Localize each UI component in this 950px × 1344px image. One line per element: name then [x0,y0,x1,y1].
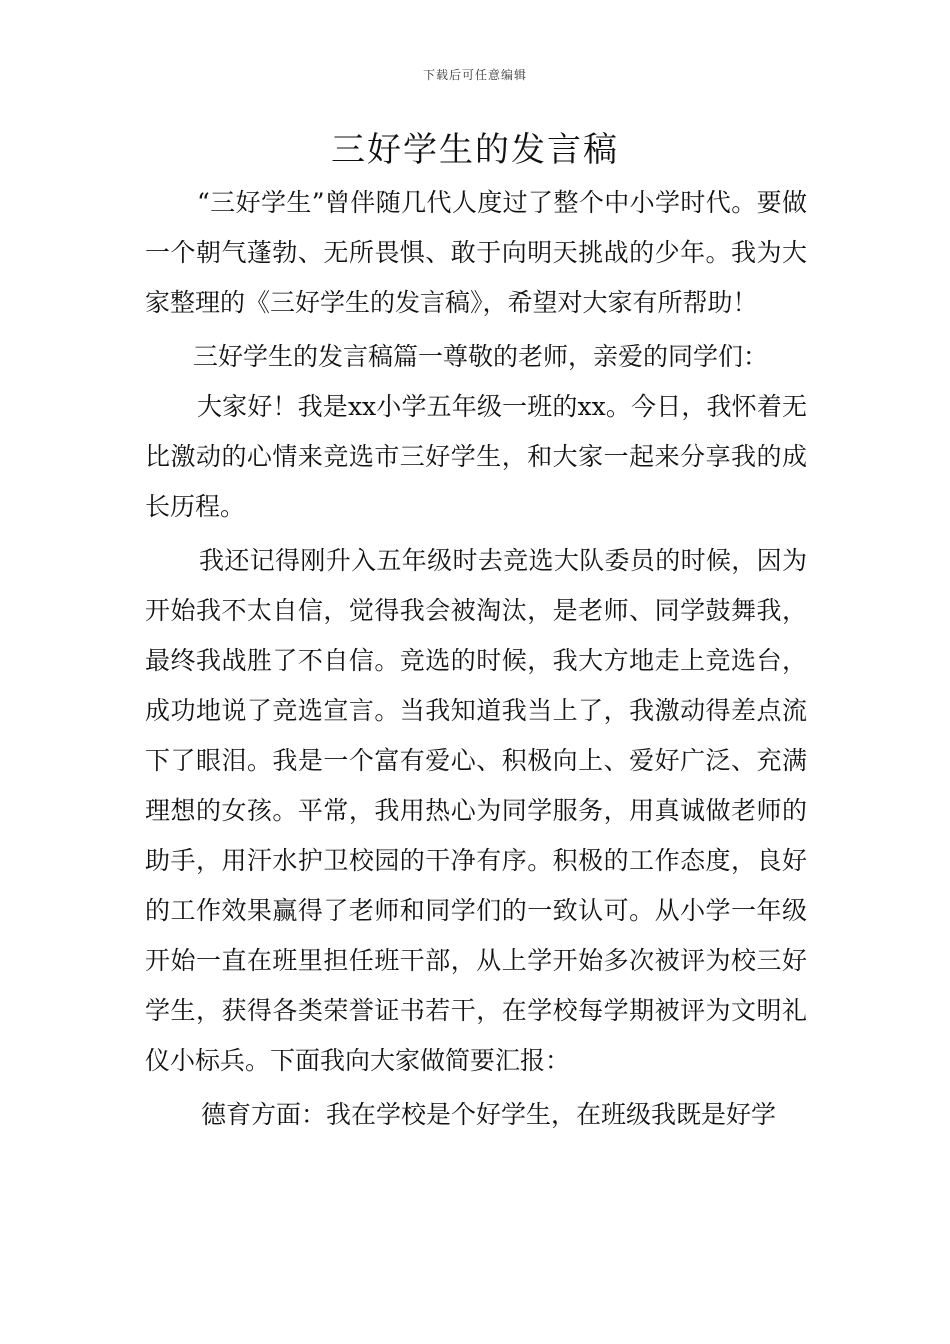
paragraph-greeting: 大家好！我是xx小学五年级一班的xx。今日，我怀着无比激动的心情来竞选市三好学生，和大家一起来分享我的成长历程。 [145,392,807,521]
document-body [145,178,807,1140]
document-title: 三好学生的发言稿 [331,130,619,170]
paragraph-intro: “三好学生”曾伴随几代人度过了整个中小学时代。要做一个朝气蓬勃、无所畏惧、敢于向明天挑战的少年。我为大家整理的《三好学生的发言稿》，希望对大家有所帮助！ [145,188,807,317]
paragraph-experience: 我还记得刚升入五年级时去竞选大队委员的时候，因为开始我不太自信，觉得我会被淘汰，是老师、同学鼓舞我，最终我战胜了不自信。竞选的时候，我大方地走上竞选台，成功地说了竞选宣言。当我知道我当上了，我激动得差点流下了眼泪。我是一个富有爱心、积极向上、爱好广泛、充满理想的女孩。平常，我用热心为同学服务，用真诚做老师的助手，用汗水护卫校园的干净有序。积极的工作态度，良好的工作效果赢得了老师和同学们的一致认可。从小学一年级开始一直在班里担任班干部，从上学开始多次被评为校三好学生，获得各类荣誉证书若干，在学校每学期被评为文明礼仪小标兵。下面我向大家做简要汇报： [145,546,807,1075]
header-note: 下载后可任意编辑 [422,68,527,82]
paragraph-moral-education: 德育方面：我在学校是个好学生，在班级我既是好学 [201,1100,777,1129]
paragraph-salutation: 三好学生的发言稿篇一尊敬的老师，亲爱的同学们： [193,342,769,371]
